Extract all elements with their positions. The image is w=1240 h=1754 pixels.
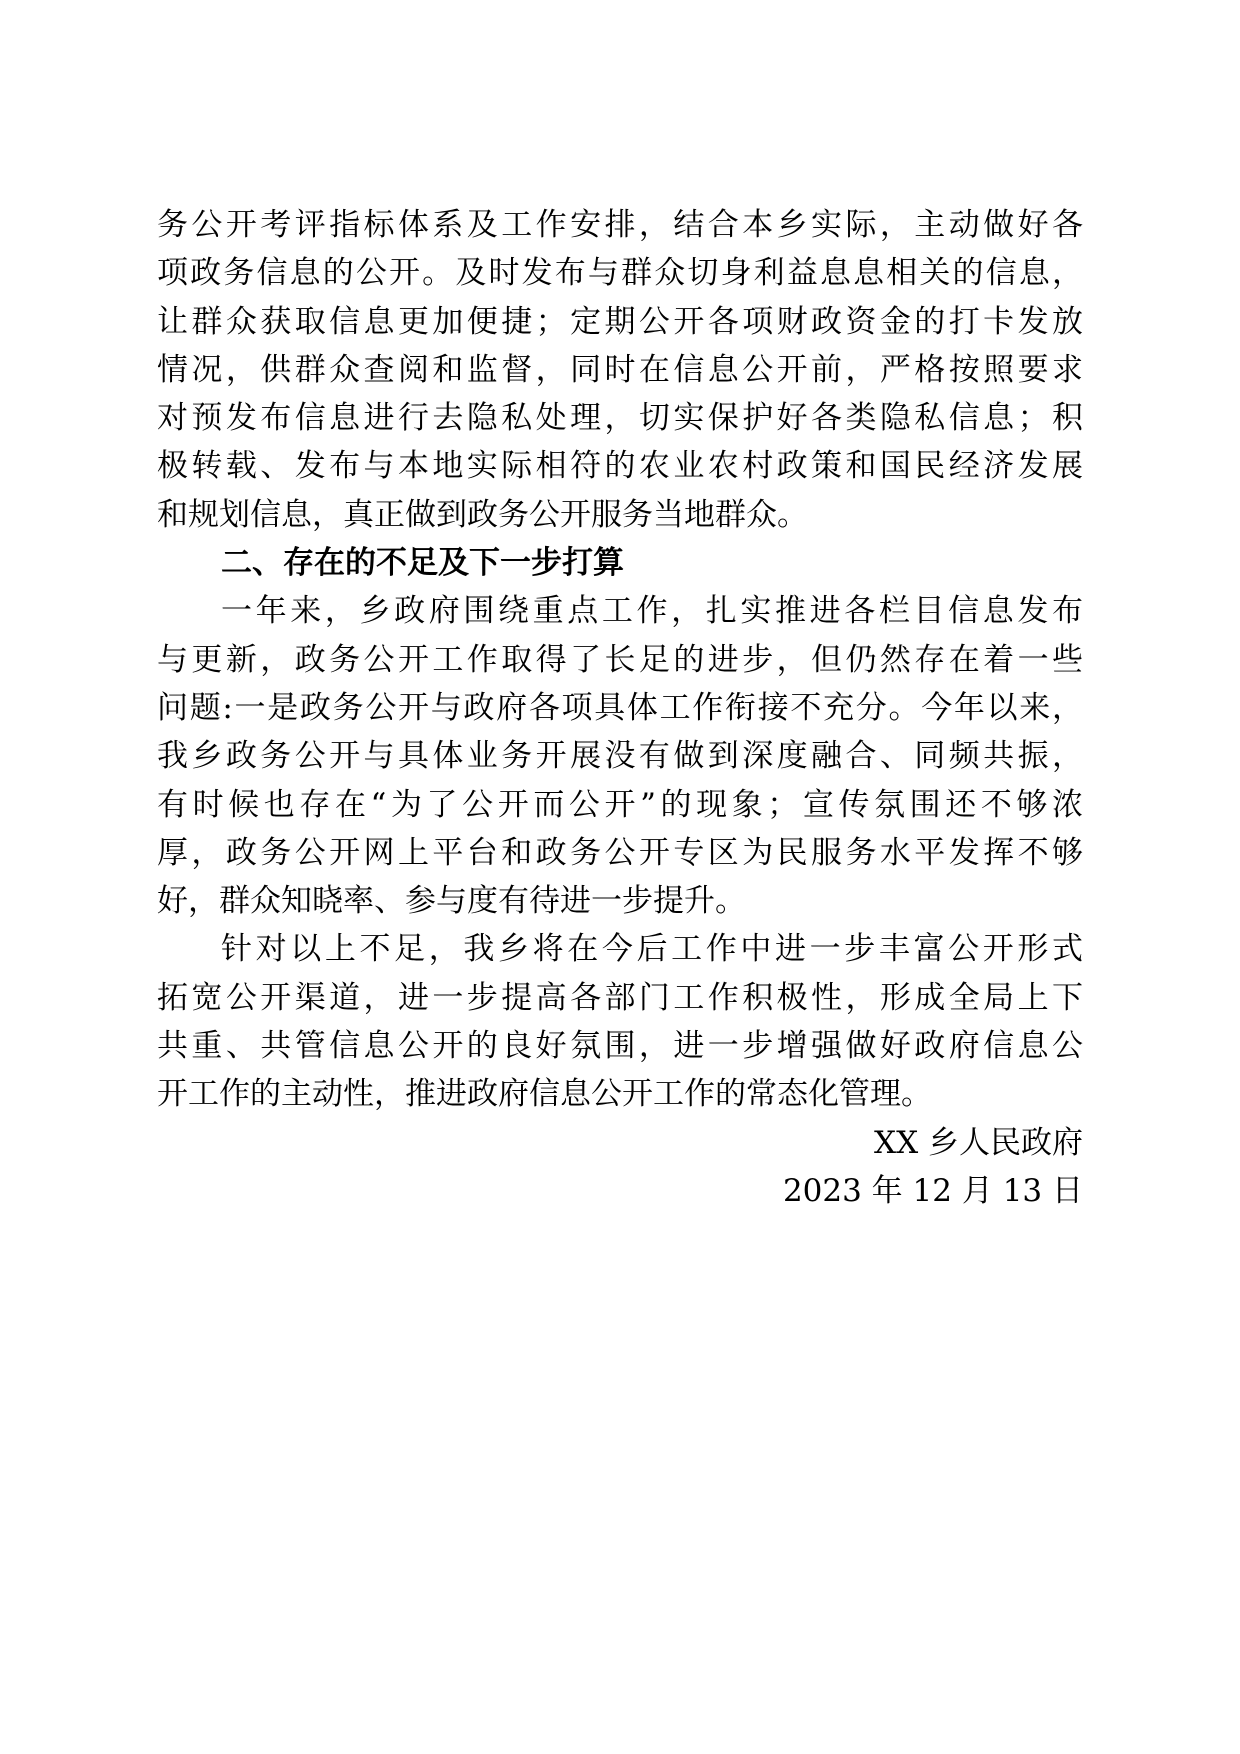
paragraph-next-steps — [157, 925, 1083, 1118]
paragraph-line: 一年来，乡政府围绕重点工作，扎实推进各栏目信息发布 — [221, 593, 1083, 630]
paragraph-line: 问题:一是政务公开与政府各项具体工作衔接不充分。今年以来， — [157, 689, 1083, 726]
paragraph-line: 共重、共管信息公开的良好氛围，进一步增强做好政府信息公 — [157, 1028, 1083, 1065]
paragraph-line: 极转载、发布与本地实际相符的农业农村政策和国民经济发展 — [157, 448, 1083, 485]
paragraph-shortcomings — [157, 587, 1083, 925]
signature-date: 2023 年 12 月 13 日 — [782, 1172, 1083, 1209]
paragraph-line: 开工作的主动性，推进政府信息公开工作的常态化管理。 — [157, 1076, 932, 1113]
paragraph-line: 务公开考评指标体系及工作安排，结合本乡实际，主动做好各 — [157, 207, 1083, 243]
paragraph-line: 拓宽公开渠道，进一步提高各部门工作积极性，形成全局上下 — [157, 979, 1083, 1016]
document-body — [157, 201, 1083, 1215]
paragraph-line: 我乡政务公开与具体业务开展没有做到深度融合、同频共振， — [157, 738, 1083, 775]
paragraph-line: 与更新，政务公开工作取得了长足的进步，但仍然存在着一些 — [157, 641, 1083, 678]
paragraph-line: 让群众获取信息更加便捷；定期公开各项财政资金的打卡发放 — [157, 303, 1083, 340]
paragraph-line: 情况，供群众查阅和监督，同时在信息公开前，严格按照要求 — [157, 351, 1083, 388]
paragraph-line: 针对以上不足，我乡将在今后工作中进一步丰富公开形式 — [221, 931, 1083, 968]
paragraph-line: 厚，政务公开网上平台和政务公开专区为民服务水平发挥不够 — [157, 834, 1083, 871]
section-heading: 二、存在的不足及下一步打算 — [221, 545, 624, 582]
paragraph-line: 项政务信息的公开。及时发布与群众切身利益息息相关的信息， — [157, 255, 1083, 292]
signature-organization: XX 乡人民政府 — [874, 1124, 1083, 1161]
paragraph-line: 好，群众知晓率、参与度有待进一步提升。 — [157, 883, 746, 920]
paragraph-line: 有时候也存在“为了公开而公开”的现象；宣传氛围还不够浓 — [157, 786, 1083, 823]
paragraph-publicity-work — [157, 201, 1083, 539]
paragraph-line: 和规划信息，真正做到政务公开服务当地群众。 — [157, 496, 808, 533]
paragraph-line: 对预发布信息进行去隐私处理，切实保护好各类隐私信息；积 — [157, 400, 1083, 437]
